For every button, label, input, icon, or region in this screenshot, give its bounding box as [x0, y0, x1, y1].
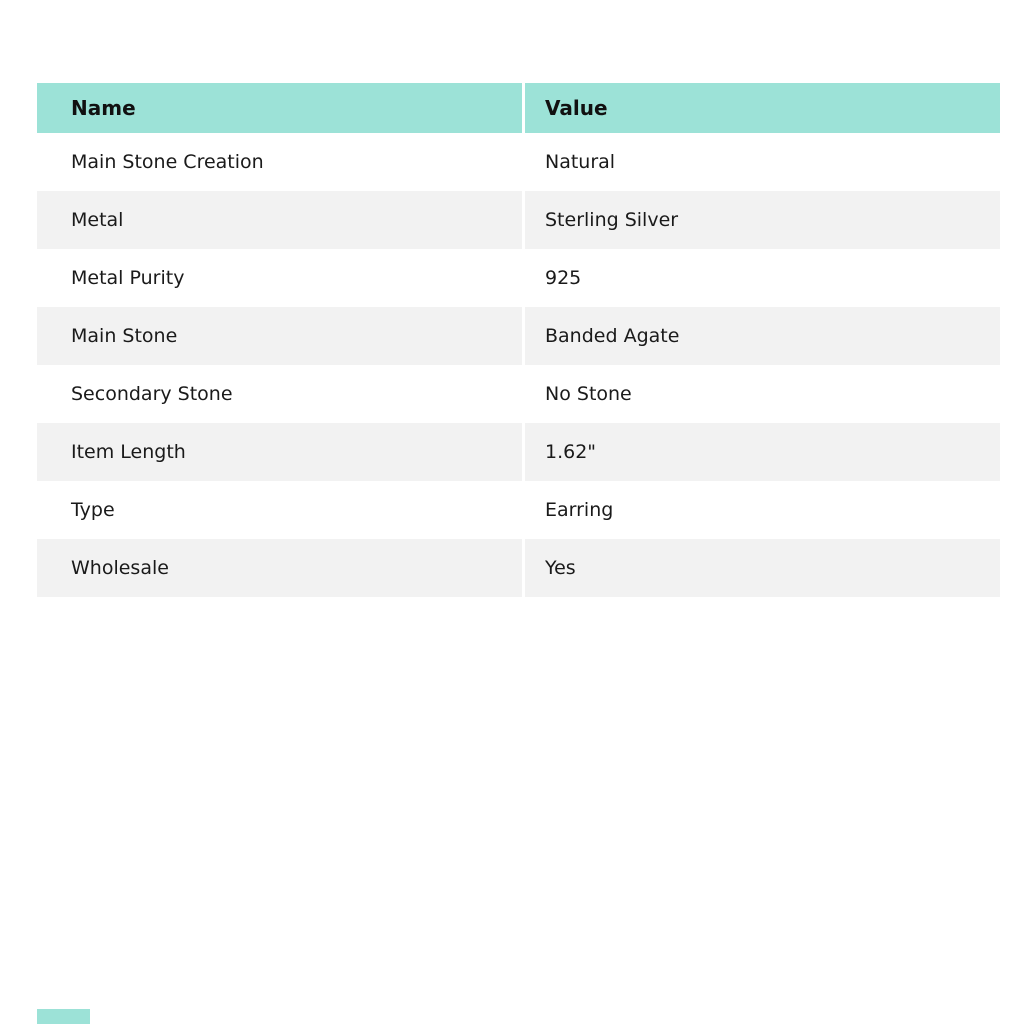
row-value-cell: [525, 539, 1000, 597]
row-value-text: 1.62": [545, 441, 597, 463]
row-name-text: Wholesale: [71, 557, 169, 579]
row-name-cell: [37, 539, 522, 597]
table-row: [37, 191, 1000, 249]
row-name-cell: [37, 191, 522, 249]
row-value-cell: [525, 481, 1000, 539]
table-row: [37, 307, 1000, 365]
table-row: [37, 539, 1000, 597]
table-row: [37, 365, 1000, 423]
row-name-text: Metal Purity: [71, 267, 185, 289]
header-cell-value: [525, 83, 1000, 133]
row-name-text: Main Stone: [71, 325, 178, 347]
row-value-text: Sterling Silver: [545, 209, 679, 231]
column-header-name-label: Name: [71, 96, 136, 120]
table-row: [37, 249, 1000, 307]
row-value-text: Yes: [545, 557, 576, 579]
table-header-row: [37, 83, 1000, 133]
row-name-cell: [37, 133, 522, 191]
table-row: [37, 481, 1000, 539]
row-value-text: Natural: [545, 151, 616, 173]
row-name-cell: [37, 249, 522, 307]
row-value-cell: [525, 365, 1000, 423]
row-value-text: Earring: [545, 499, 614, 521]
row-name-cell: [37, 481, 522, 539]
row-name-cell: [37, 307, 522, 365]
row-value-text: 925: [545, 267, 582, 289]
row-name-text: Metal: [71, 209, 124, 231]
row-name-text: Item Length: [71, 441, 186, 463]
row-value-cell: [525, 249, 1000, 307]
row-value-text: Banded Agate: [545, 325, 680, 347]
row-value-cell: [525, 191, 1000, 249]
table-row: [37, 423, 1000, 481]
row-name-cell: [37, 365, 522, 423]
table-row: [37, 133, 1000, 191]
row-value-text: No Stone: [545, 383, 632, 405]
product-spec-table: [37, 83, 1000, 597]
row-value-cell: [525, 133, 1000, 191]
row-name-text: Type: [71, 499, 115, 521]
row-name-cell: [37, 423, 522, 481]
row-name-text: Main Stone Creation: [71, 151, 264, 173]
column-header-value-label: Value: [545, 96, 608, 120]
row-name-text: Secondary Stone: [71, 383, 233, 405]
corner-accent-swatch: [37, 1009, 90, 1024]
row-value-cell: [525, 423, 1000, 481]
header-cell-name: [37, 83, 522, 133]
row-value-cell: [525, 307, 1000, 365]
